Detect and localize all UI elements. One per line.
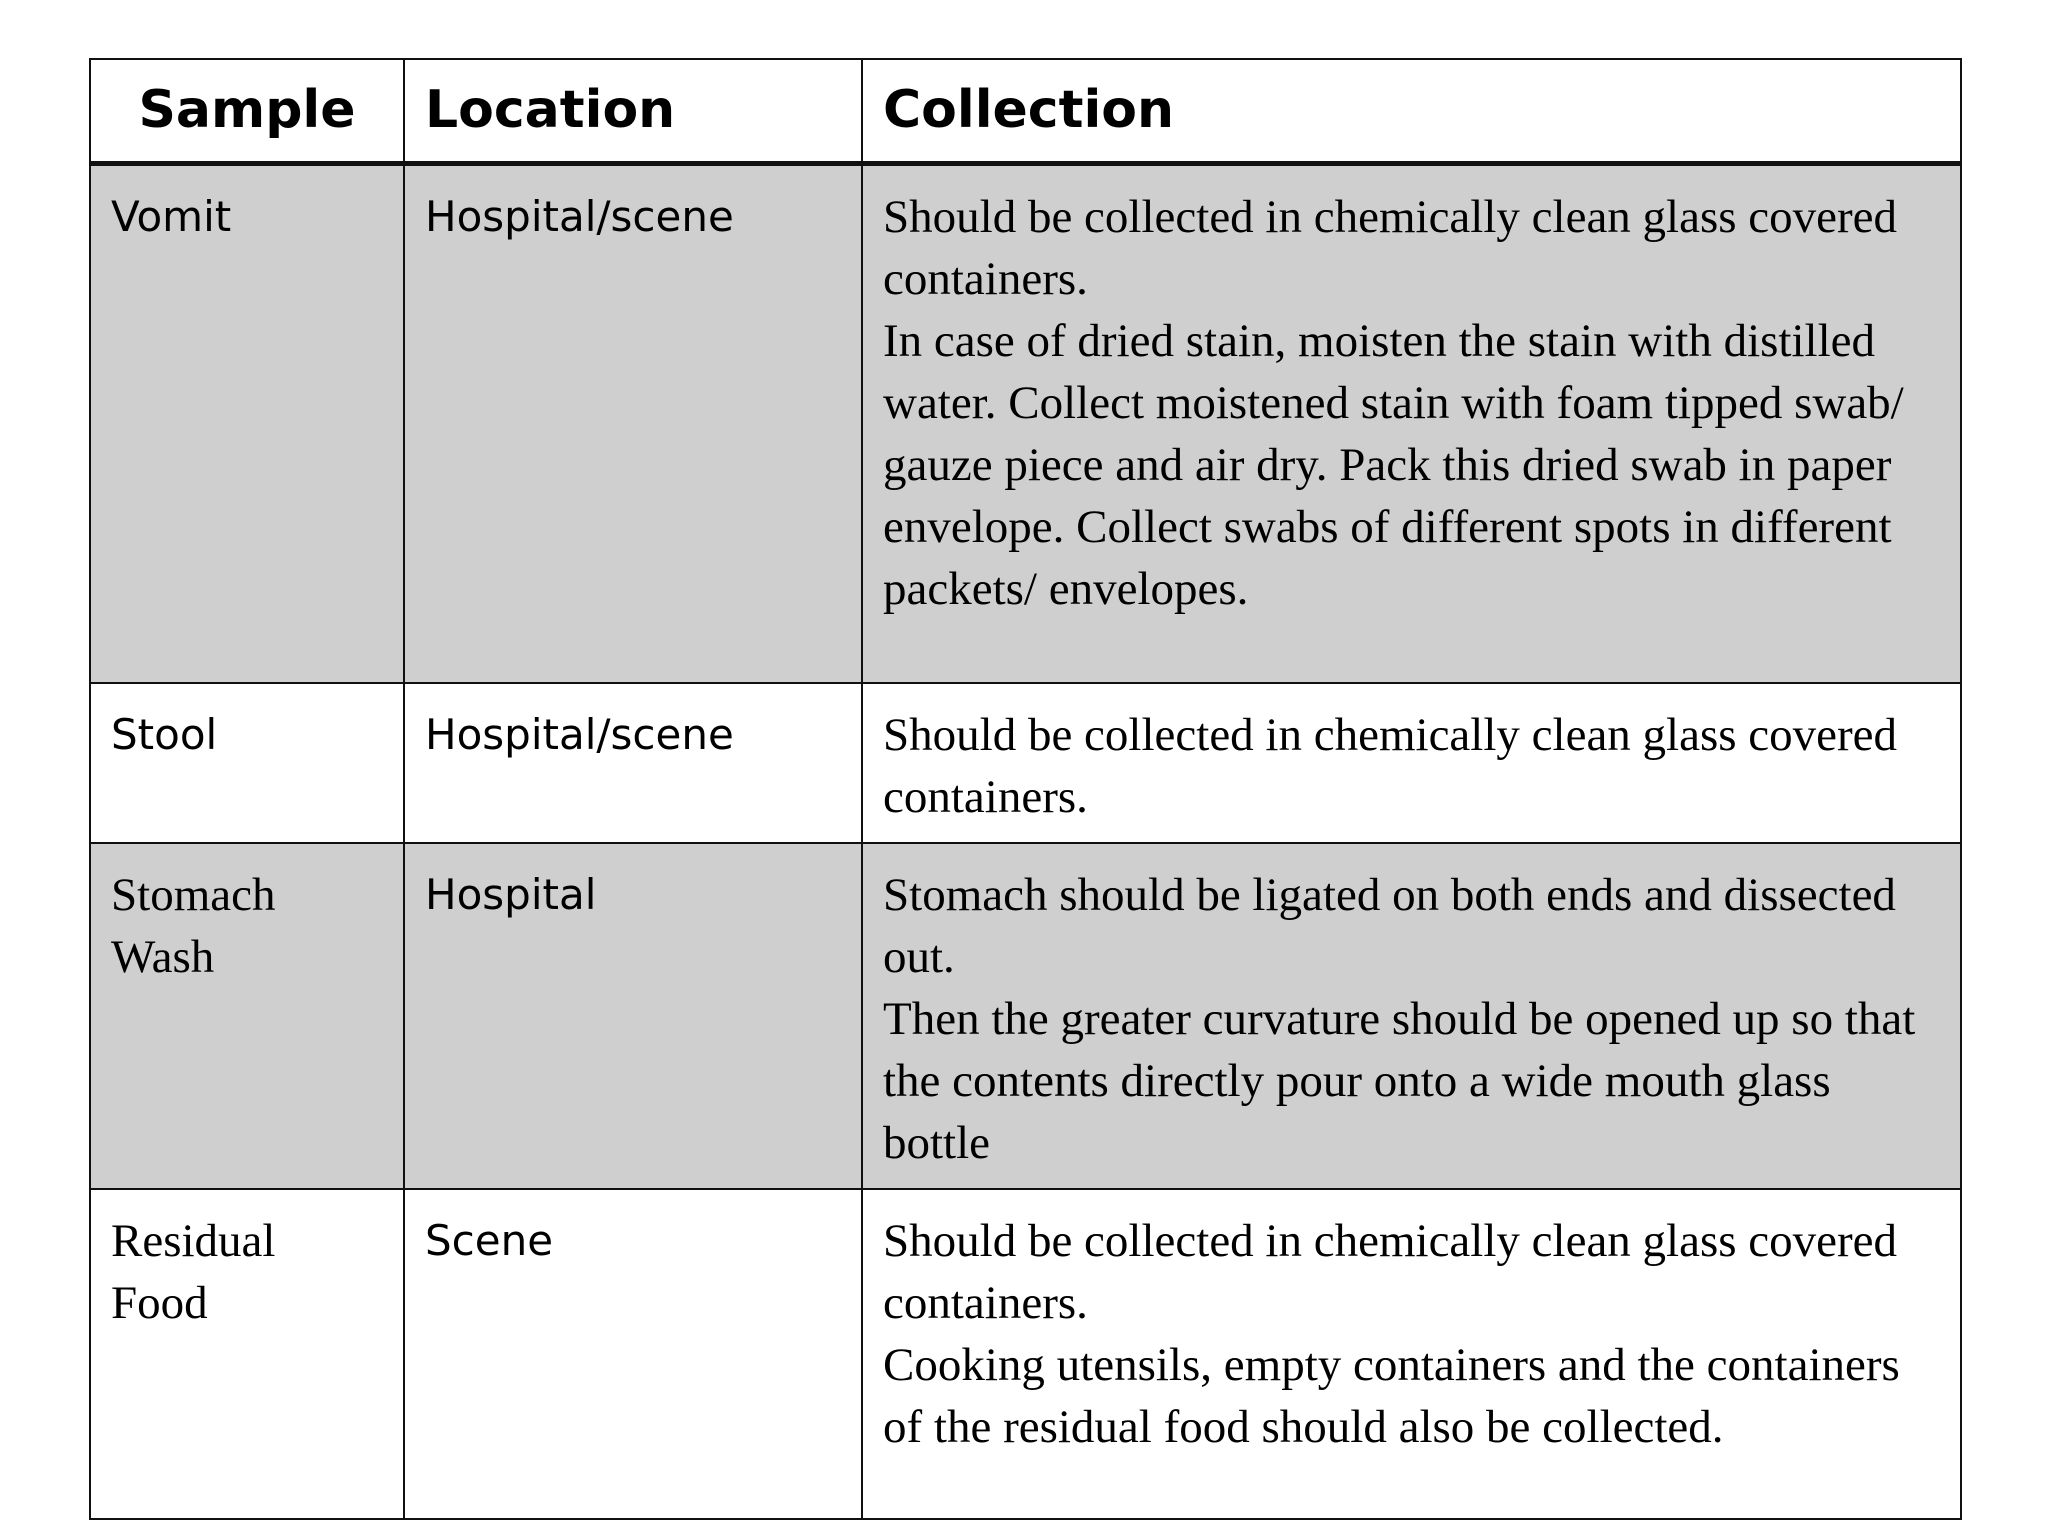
table-row: [90, 1189, 1961, 1519]
sample-cell: Stomach Wash: [90, 843, 404, 1189]
header-location: Location: [404, 59, 862, 163]
collection-cell: [862, 163, 1961, 683]
collection-paragraph: In case of dried stain, moisten the stain with distilled water. Collect moistened stain with foam tipped swab/ gauze piece and air dry. Pack this dried swab in paper envelope. Collect swabs of different spots in different packets/ envelopes.: [883, 314, 1904, 615]
header-sample: Sample: [90, 59, 404, 163]
sample-cell: Stool: [90, 683, 404, 843]
collection-cell: [862, 683, 1961, 843]
table-row: [90, 163, 1961, 683]
collection-paragraph: Stomach should be ligated on both ends and dissected out.: [883, 869, 1896, 983]
collection-paragraph: Cooking utensils, empty containers and the containers of the residual food should also be collected.: [883, 1339, 1900, 1453]
collection-paragraph: Should be collected in chemically clean glass covered containers.: [883, 1215, 1898, 1329]
table-header: [90, 59, 1961, 163]
table-body: [90, 163, 1961, 1519]
table-row: [90, 683, 1961, 843]
table-row: [90, 843, 1961, 1189]
collection-cell: [862, 843, 1961, 1189]
location-cell: Hospital/scene: [404, 163, 862, 683]
collection-cell: [862, 1189, 1961, 1519]
sample-cell: Residual Food: [90, 1189, 404, 1519]
sample-cell: Vomit: [90, 163, 404, 683]
header-row: [90, 59, 1961, 163]
location-cell: Hospital: [404, 843, 862, 1189]
location-cell: Scene: [404, 1189, 862, 1519]
location-cell: Hospital/scene: [404, 683, 862, 843]
collection-paragraph: Should be collected in chemically clean glass covered containers.: [883, 190, 1898, 305]
header-collection: Collection: [862, 59, 1961, 163]
collection-paragraph: Then the greater curvature should be opened up so that the contents directly pour onto a wide mouth glass bottle: [883, 993, 1916, 1169]
collection-paragraph: Should be collected in chemically clean glass covered containers.: [883, 709, 1898, 823]
sample-collection-table: [89, 58, 1962, 1520]
